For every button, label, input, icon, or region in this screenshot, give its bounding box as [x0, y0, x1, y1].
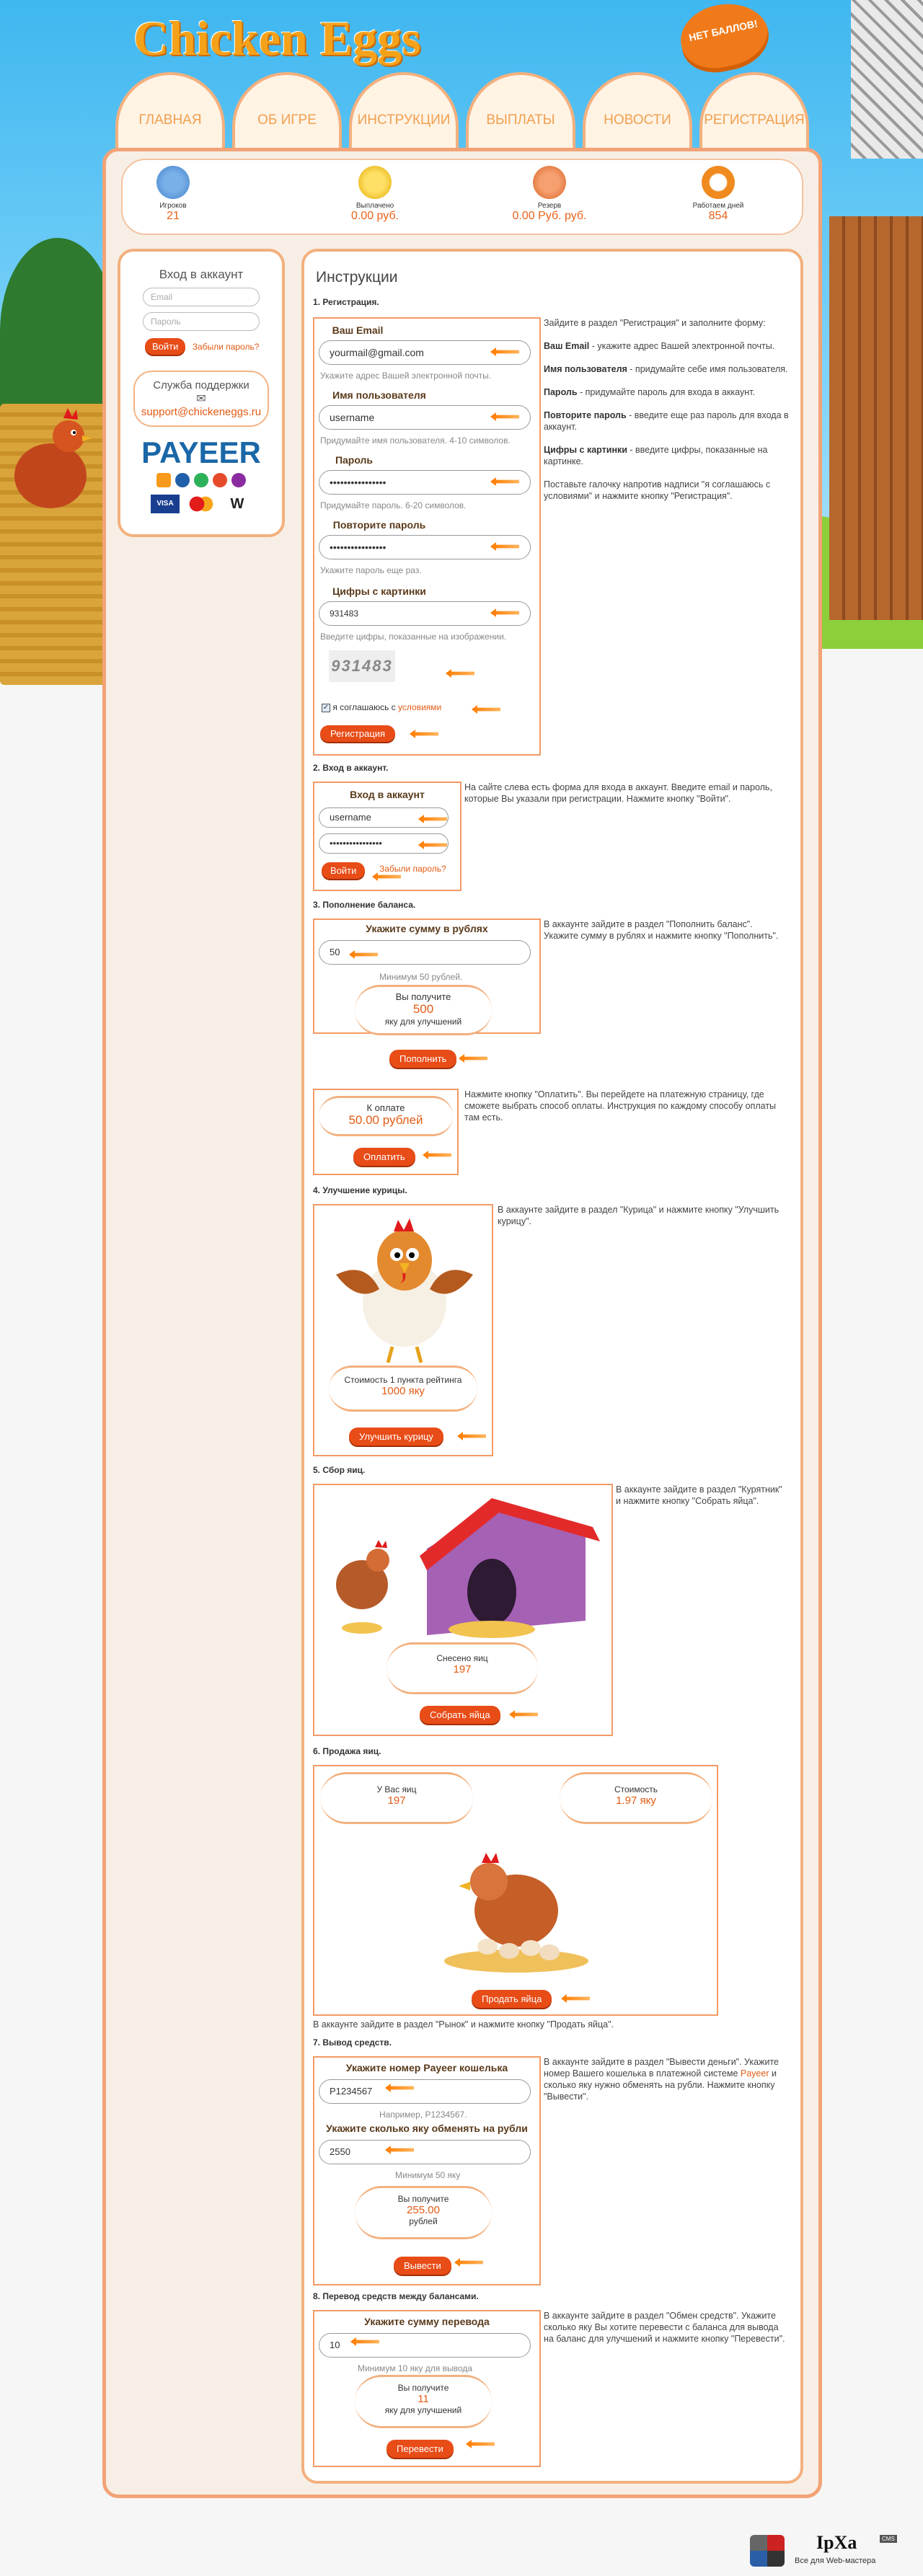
withdraw-description [544, 2056, 789, 2102]
points-badge: НЕТ БАЛЛОВ! [675, 0, 774, 79]
sell-eggs-example [313, 1765, 718, 2016]
pay-label: К оплате [366, 1102, 405, 1113]
collect-eggs-description: В аккаунте зайдите в раздел "Курятник" и нажмите кнопку "Собрать яйца". [616, 1484, 782, 1506]
desc-text: - введите еще раз пароль для входа в аккаунт. [544, 410, 789, 432]
upgrade-chicken-example [313, 1204, 493, 1456]
coins-icon [358, 166, 392, 199]
captcha-field: 931483 [319, 601, 531, 626]
support-email-link[interactable]: support@chickeneggs.ru [141, 406, 262, 418]
eggs-owned-label: У Вас яиц [376, 1784, 417, 1794]
receive-label: Вы получите [397, 2194, 449, 2204]
receive-label: Вы получите [397, 2383, 449, 2393]
stat-label: Игроков [159, 202, 187, 210]
field-label: Имя пользователя [332, 389, 426, 401]
username-field: username [319, 405, 531, 430]
nav-tab-news[interactable]: НОВОСТИ [583, 72, 692, 151]
page-title: Инструкции [316, 269, 398, 286]
deposit-form-example [313, 919, 541, 1034]
windmill-image [851, 0, 923, 159]
nav-tab-instructions[interactable]: ИНСТРУКЦИИ [349, 72, 459, 151]
receive-value: 255.00 [407, 2204, 440, 2216]
nav-tab-payouts[interactable]: ВЫПЛАТЫ [466, 72, 575, 151]
registration-form-example [313, 317, 541, 756]
agree-row [322, 702, 441, 712]
forgot-password-link[interactable]: Забыли пароль? [192, 342, 260, 352]
pay-value: 50.00 рублей [348, 1113, 423, 1127]
nav-tab-registration[interactable]: РЕГИСТРАЦИЯ [699, 72, 809, 151]
pay-card [319, 1096, 453, 1136]
payment-method-icon [194, 473, 208, 487]
transfer-description: В аккаунте зайдите в раздел "Обмен средств". Укажите сколько яку Вы хотите перевести с баланса для вывода на баланс для улучшений и нажмите кнопку "Перевести". [544, 2311, 785, 2344]
ipxa-logo-icon [750, 2535, 785, 2567]
section-heading: 7. Вывод средств. [313, 2037, 392, 2048]
collect-eggs-button-example: Собрать яйца [420, 1706, 500, 1724]
agree-checkbox: ✓ [322, 703, 330, 712]
receive-value: 11 [418, 2393, 429, 2405]
desc-line [544, 363, 789, 375]
field-label: Ваш Email [332, 324, 384, 336]
terms-link: условиями [398, 702, 442, 712]
footer-brand-name[interactable]: IpXa [816, 2532, 857, 2553]
hen-decoration-image [7, 404, 94, 519]
withdraw-form-example [313, 2056, 541, 2285]
field-label: Цифры с картинки [332, 585, 426, 597]
players-icon [156, 166, 190, 199]
mail-icon: ✉ [196, 393, 206, 405]
footer-tag: CMS [880, 2535, 897, 2543]
captcha-image: 931483 [329, 650, 395, 682]
desc-line: Поставьте галочку напротив надписи "я соглашаюсь с условиями" и нажмите кнопку "Регистрация". [544, 479, 771, 501]
desc-term: Пароль [544, 387, 578, 397]
deposit-button-example: Пополнить [389, 1050, 456, 1068]
sell-eggs-description: В аккаунте зайдите в раздел "Рынок" и нажмите кнопку "Продать яйца". [313, 2019, 614, 2030]
stats-bar [121, 159, 803, 235]
username-field: username [319, 807, 449, 828]
login-description: На сайте слева есть форма для входа в аккаунт. Введите email и пароль, которые Вы указали при регистрации. Нажмите кнопку "Войти". [464, 782, 772, 804]
desc-text: - введите цифры, показанные на картинке. [544, 445, 768, 466]
webmoney-icon: W [230, 496, 244, 512]
sidebar [118, 249, 285, 537]
field-hint: Укажите адрес Вашей электронной почты. [320, 371, 492, 381]
section-heading: 3. Пополнение баланса. [313, 900, 416, 910]
chicken-image [322, 1210, 487, 1368]
nav-tab-about[interactable]: ОБ ИГРЕ [232, 72, 342, 151]
transfer-button-example: Перевести [387, 2440, 454, 2458]
eggs-owned-card [320, 1772, 473, 1824]
field-hint: Укажите пароль еще раз. [320, 565, 422, 575]
stat-label: Резерв [537, 202, 562, 210]
receive-card [355, 2375, 492, 2428]
payment-method-icon [175, 473, 190, 487]
desc-text: - придумайте пароль для входа в аккаунт. [577, 387, 755, 397]
receive-unit: рублей [409, 2216, 438, 2226]
payment-description: Нажмите кнопку "Оплатить". Вы перейдете на платежную страницу, где сможете выбрать способ оплаты. Инструкция по каждому способу оплаты там есть. [464, 1089, 777, 1123]
login-title: Вход в аккаунт [159, 267, 244, 281]
desc-text: В аккаунте зайдите в раздел "Вывести деньги". Укажите номер Вашего кошелька в платежной системе [544, 2057, 780, 2079]
field-label: Пароль [335, 454, 374, 466]
agree-text: я соглашаюсь с [332, 702, 396, 712]
transfer-label: Укажите сумму перевода [364, 2316, 490, 2327]
email-field: yourmail@gmail.com [319, 340, 531, 365]
desc-line [544, 410, 789, 433]
exchange-amount-field: 2550 [319, 2140, 531, 2164]
site-logo[interactable]: Chicken Eggs [133, 11, 421, 66]
stat-paid [324, 166, 425, 223]
hen-with-eggs-image [437, 1831, 596, 1975]
visa-icon: VISA [151, 495, 180, 513]
payment-method-icon [213, 473, 227, 487]
stat-value: 0.00 Руб. руб. [512, 210, 587, 222]
wallet-label: Укажите номер Payeer кошелька [345, 2062, 508, 2073]
stat-reserve [499, 166, 600, 223]
field-hint: Придумайте имя пользователя. 4-10 символов. [320, 435, 511, 446]
register-button-example: Регистрация [320, 725, 395, 742]
receive-unit: яку для улучшений [384, 2405, 462, 2415]
desc-term: Цифры с картинки [544, 445, 627, 455]
login-button-example: Войти [322, 862, 365, 879]
field-hint: Введите цифры, показанные на изображении. [320, 632, 507, 642]
deposit-title: Укажите сумму в рублях [366, 923, 488, 934]
stat-value: 21 [167, 210, 180, 222]
payment-form-example [313, 1089, 459, 1175]
footer-tagline: Все для Web-мастера [795, 2557, 876, 2565]
payment-method-icon [156, 473, 171, 487]
desc-text: и сколько яку нужно обменять на рубли. Нажмите кнопку "Вывести". [544, 2068, 777, 2102]
forgot-password-link: Забыли пароль? [379, 864, 446, 874]
eggs-laid-value: 197 [453, 1663, 472, 1676]
wallet-field: P1234567 [319, 2079, 531, 2104]
section-heading: 4. Улучшение курицы. [313, 1185, 407, 1195]
password-field: •••••••••••••••• [319, 833, 449, 854]
rating-cost-value: 1000 яку [381, 1385, 425, 1397]
desc-line [544, 340, 789, 352]
field-label: Повторите пароль [332, 519, 426, 531]
egg-price-label: Стоимость [614, 1784, 658, 1794]
receive-value: 500 [412, 1002, 434, 1016]
piggy-bank-icon [533, 166, 566, 199]
support-title: Служба поддержки [153, 379, 249, 391]
payeer-logo: PAYEER [141, 435, 261, 469]
upgrade-chicken-button-example: Улучшить курицу [349, 1428, 443, 1446]
sell-eggs-button-example: Продать яйца [472, 1990, 552, 2008]
egg-price-card [560, 1772, 712, 1824]
login-example-title: Вход в аккаунт [350, 789, 425, 800]
desc-term: Повторите пароль [544, 410, 627, 420]
desc-line [544, 444, 789, 467]
password-input[interactable]: Пароль [143, 312, 260, 331]
support-box [133, 371, 269, 427]
payeer-link: Payeer [740, 2068, 769, 2079]
amount-hint: Минимум 50 рублей. [379, 972, 463, 982]
section-heading: 8. Перевод средств между балансами. [313, 2291, 479, 2301]
stat-label: Выплачено [355, 202, 394, 210]
alarm-clock-icon [702, 166, 735, 199]
login-button[interactable]: Войти [145, 338, 185, 355]
field-hint: Придумайте пароль. 6-20 символов. [320, 500, 467, 510]
login-form-example [313, 782, 462, 891]
henhouse-image [319, 1491, 610, 1642]
exchange-hint: Минимум 50 яку [395, 2170, 461, 2180]
tree-image [0, 238, 115, 425]
desc-line [544, 386, 789, 398]
password-field: •••••••••••••••• [319, 470, 531, 495]
deposit-description: В аккаунте зайдите в раздел "Пополнить баланс". Укажите сумму в рублях и нажмите кнопку "Пополнить". [544, 919, 779, 941]
exchange-label: Укажите сколько яку обменять на рубли [326, 2123, 528, 2134]
nav-tab-home[interactable]: ГЛАВНАЯ [115, 72, 225, 151]
main-navigation [115, 72, 808, 151]
stat-players [123, 166, 224, 223]
section-heading: 6. Продажа яиц. [313, 1746, 381, 1756]
transfer-form-example [313, 2310, 541, 2467]
eggs-laid-label: Снесено яиц [436, 1653, 488, 1663]
section-heading: 5. Сбор яиц. [313, 1465, 366, 1475]
stat-value: 0.00 руб. [350, 210, 399, 222]
desc-text: - придумайте себе имя пользователя. [627, 364, 788, 374]
desc-line: Зайдите в раздел "Регистрация" и заполните форму: [544, 318, 766, 328]
barn-image [829, 216, 923, 620]
payment-method-icon [231, 473, 246, 487]
rating-cost-card [329, 1366, 477, 1412]
withdraw-button-example: Вывести [394, 2257, 451, 2275]
desc-text: - укажите адрес Вашей электронной почты. [589, 341, 775, 351]
password-repeat-field: •••••••••••••••• [319, 535, 531, 559]
upgrade-description: В аккаунте зайдите в раздел "Курица" и нажмите кнопку "Улучшить курицу". [498, 1205, 780, 1226]
desc-term: Ваш Email [544, 341, 590, 351]
pay-button-example: Оплатить [353, 1148, 415, 1166]
eggs-laid-card [387, 1642, 538, 1694]
wallet-hint: Например, P1234567. [379, 2110, 467, 2120]
desc-term: Имя пользователя [544, 364, 627, 374]
section-heading: 1. Регистрация. [313, 297, 379, 307]
amount-field: 50 [319, 940, 531, 965]
eggs-owned-value: 197 [387, 1794, 406, 1807]
receive-card [355, 985, 492, 1035]
stat-value: 854 [708, 210, 728, 222]
transfer-amount-field: 10 [319, 2333, 531, 2358]
card-icons [120, 495, 282, 513]
transfer-hint: Минимум 10 яку для вывода [358, 2363, 472, 2373]
receive-unit: яку для улучшений [384, 1017, 462, 1027]
stat-days [668, 166, 769, 223]
payment-icons [120, 473, 282, 487]
receive-card [355, 2186, 492, 2239]
receive-label: Вы получите [395, 991, 451, 1002]
email-input[interactable]: Email [143, 288, 260, 306]
registration-description [544, 317, 789, 502]
rating-cost-label: Стоимость 1 пункта рейтинга [344, 1375, 462, 1385]
collect-eggs-example [313, 1484, 613, 1736]
section-heading: 2. Вход в аккаунт. [313, 763, 389, 773]
egg-price-value: 1.97 яку [616, 1794, 656, 1807]
footer-brand [750, 2531, 909, 2571]
stat-label: Работаем дней [692, 202, 744, 210]
mastercard-icon [187, 495, 216, 513]
